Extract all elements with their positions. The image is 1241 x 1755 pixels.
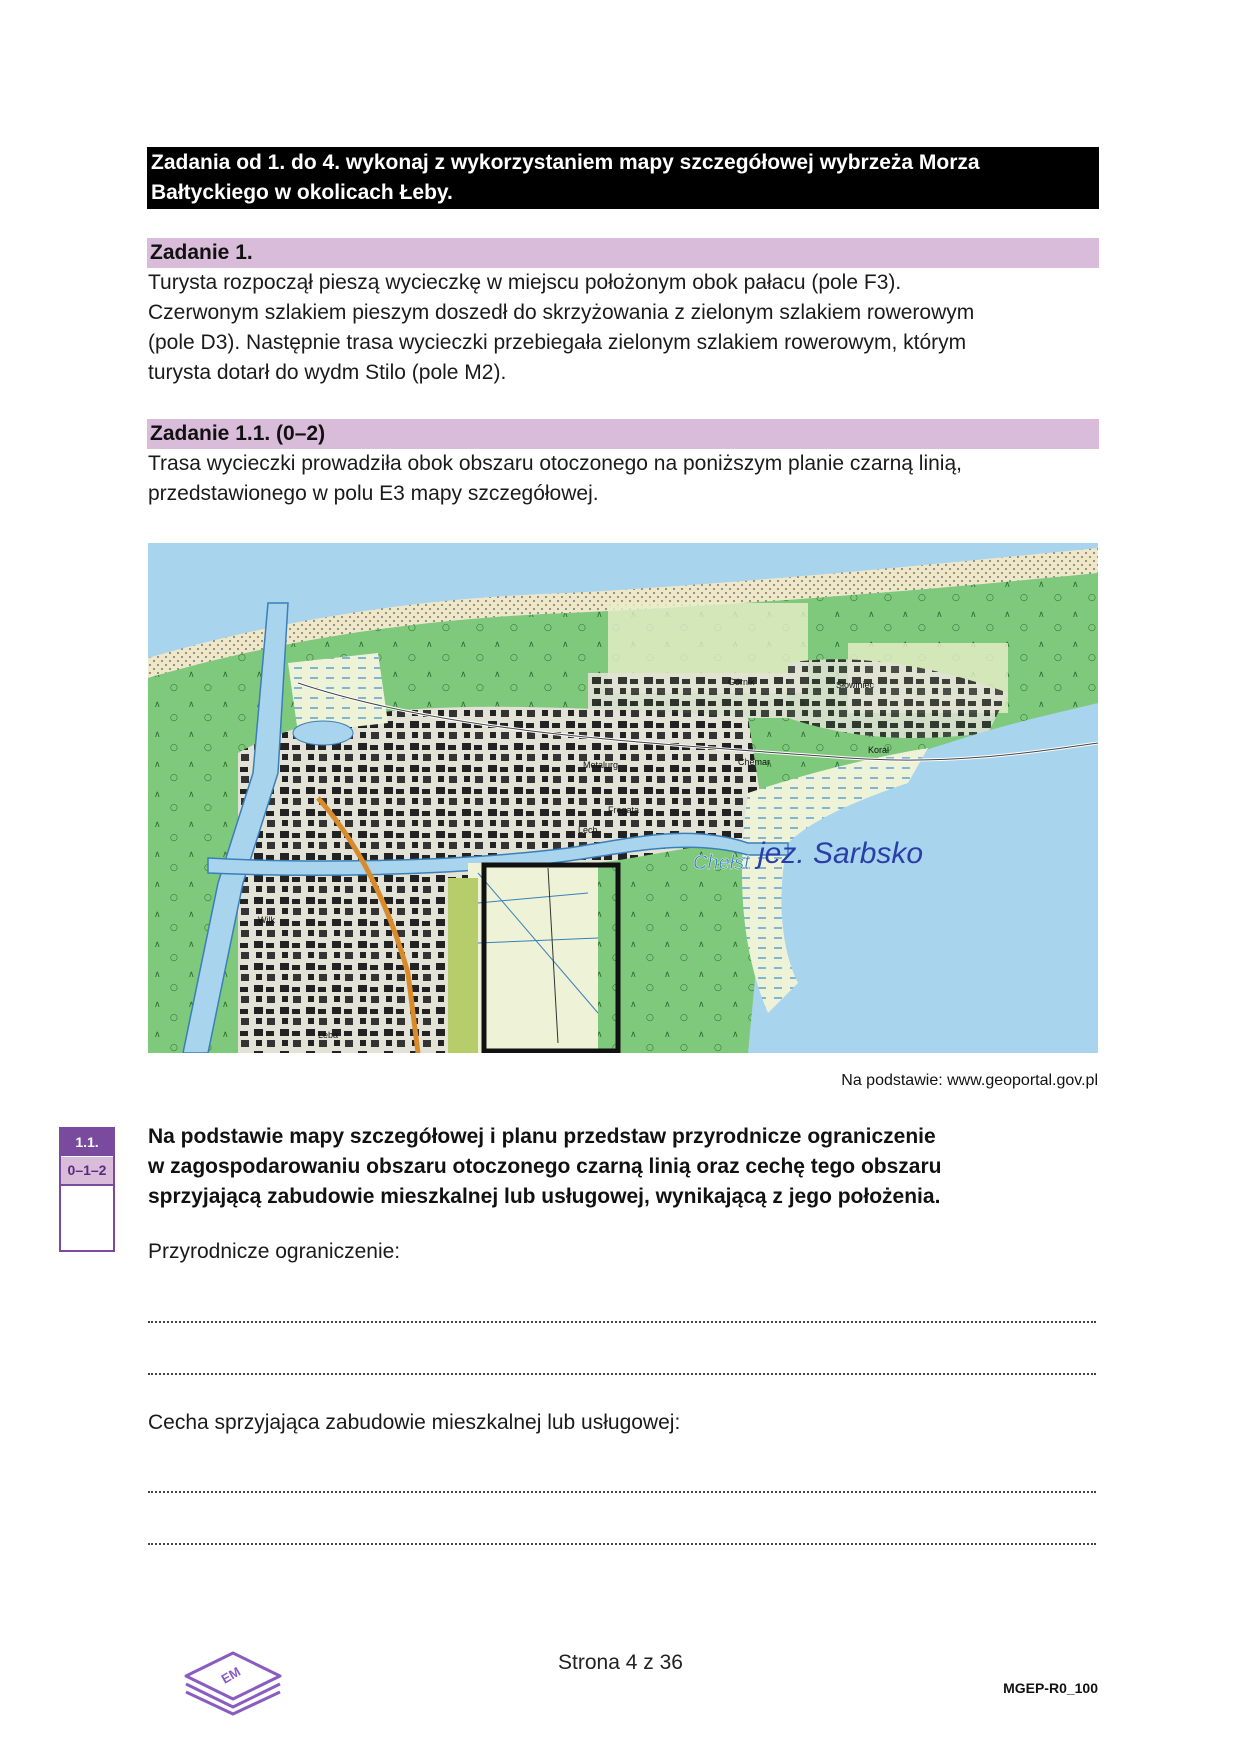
question-line: sprzyjającą zabudowie mieszkalnej lub usługowej, wynikającą z jego położenia. bbox=[148, 1185, 941, 1208]
task-1-1-line: Trasa wycieczki prowadziła obok obszaru otoczonego na poniższym planie czarną linią, bbox=[148, 452, 962, 475]
task-1-1-line: przedstawionego w polu E3 mapy szczegółowej. bbox=[148, 482, 599, 505]
question-text bbox=[148, 1122, 1098, 1212]
answer-line[interactable] bbox=[148, 1370, 1096, 1375]
map-small-label: Górnik bbox=[728, 677, 755, 687]
answer-label-2: Cecha sprzyjająca zabudowie mieszkalnej lub usługowej: bbox=[148, 1411, 681, 1434]
task-1-title: Zadanie 1. bbox=[147, 238, 1099, 268]
answer-line[interactable] bbox=[148, 1488, 1096, 1493]
map-small-label: Chemar bbox=[738, 757, 771, 767]
answer-line[interactable] bbox=[148, 1318, 1096, 1323]
task-1-text bbox=[148, 268, 1098, 388]
topographic-map bbox=[148, 543, 1098, 1053]
task-1-line: turysta dotarł do wydm Stilo (pole M2). bbox=[148, 361, 507, 384]
task-1-line: Turysta rozpoczął pieszą wycieczkę w miejscu położonym obok pałacu (pole F3). bbox=[148, 271, 902, 294]
map-small-label: Koral bbox=[868, 745, 890, 755]
map-small-label: Łeba bbox=[318, 1030, 339, 1040]
section-header bbox=[147, 147, 1099, 209]
map-label-river: Chełst bbox=[693, 852, 750, 874]
task-1-1-title: Zadanie 1.1. (0–2) bbox=[147, 419, 1099, 449]
question-line: w zagospodarowaniu obszaru otoczonego czarną linią oraz cechę tego obszaru bbox=[148, 1155, 942, 1178]
score-task-number: 1.1. bbox=[61, 1129, 113, 1156]
page-number: Strona 4 z 36 bbox=[558, 1651, 683, 1674]
map-source: Na podstawie: www.geoportal.gov.pl bbox=[841, 1072, 1098, 1089]
header-line-1: Zadania od 1. do 4. wykonaj z wykorzystaniem mapy szczegółowej wybrzeża Morza bbox=[151, 151, 980, 174]
answer-label-1: Przyrodnicze ograniczenie: bbox=[148, 1240, 401, 1263]
map-small-label: Metalurg bbox=[583, 760, 619, 770]
header-line-2: Bałtyckiego w okolicach Łeby. bbox=[151, 181, 453, 204]
map-label-lake: jez. Sarbsko bbox=[758, 837, 924, 870]
task-1-line: Czerwonym szlakiem pieszym doszedł do skrzyżowania z zielonym szlakiem rowerowym bbox=[148, 301, 975, 324]
task-1-1-text bbox=[148, 449, 1098, 509]
map-small-label: Słowiniec bbox=[836, 680, 875, 690]
exam-code: MGEP-R0_100 bbox=[1003, 1680, 1098, 1696]
question-line: Na podstawie mapy szczegółowej i planu przedstaw przyrodnicze ograniczenie bbox=[148, 1125, 936, 1148]
score-points: 0–1–2 bbox=[61, 1157, 113, 1186]
svg-text:EM: EM bbox=[218, 1663, 244, 1687]
answer-line[interactable] bbox=[148, 1540, 1096, 1545]
map-small-label: Fregata bbox=[608, 805, 640, 815]
task-1-line: (pole D3). Następnie trasa wycieczki przebiegała zielonym szlakiem rowerowym, którym bbox=[148, 331, 967, 354]
map-small-label: Wilk bbox=[258, 915, 275, 925]
map-small-label: Lech bbox=[578, 825, 598, 835]
